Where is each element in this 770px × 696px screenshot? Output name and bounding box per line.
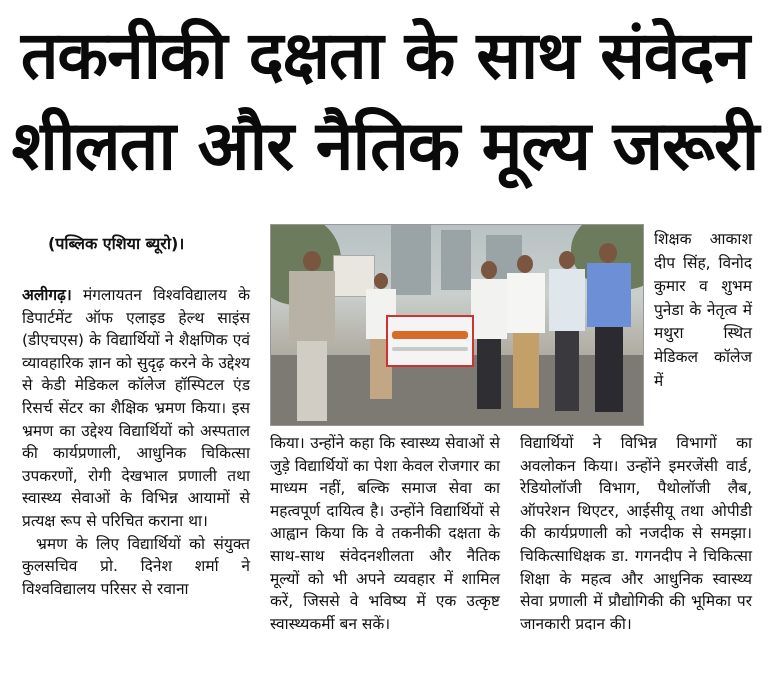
headline-line-2: शीलता और नैतिक मूल्य जरूरी — [11, 107, 759, 186]
paragraph-2: भ्रमण के लिए विद्यार्थियों को संयुक्त कुलसचिव प्रो. दिनेश शर्मा ने विश्वविद्यालय परिसर से रवाना — [22, 534, 250, 598]
paragraph-1 — [22, 284, 250, 533]
article-column-3-top: शिक्षक आकाश दीप सिंह, विनोद कुमार व शुभम पुनेडा के नेतृत्व में मथुरा स्थित मेडिकल कॉलेज में — [654, 230, 752, 390]
byline: (पब्लिक एशिया ब्यूरो)। — [48, 234, 185, 253]
headline-line-1: तकनीकी दक्षता के साथ संवेदन — [20, 17, 750, 94]
news-photo — [270, 224, 644, 426]
article-column-2: किया। उन्होंने कहा कि स्वास्थ्य सेवाओं से जुड़े विद्यार्थियों का पेशा केवल रोजगार का माध्यम नहीं, बल्कि समाज सेवा का महत्वपूर्ण दायित्व है। उन्होंने विद्यार्थियों से आह्वान किया कि वे तकनीकी दक्षता के साथ-साथ संवेदनशीलता और नैतिक मूल्यों को भी अपने व्यवहार में शामिल करें, जिससे वे भविष्य में एक उत्कृष्ट स्वास्थ्यकर्मी बन सकें। — [270, 434, 500, 633]
paragraph-1-text: मंगलायतन विश्वविद्यालय के डिपार्टमेंट ऑफ एलाइड हेल्थ साइंस (डीएचएस) के विद्यार्थियों ने शैक्षणिक एवं व्यावहारिक ज्ञान को सुदृढ़ करने के उद्देश्य से केडी मेडिकल कॉलेज हॉस्पिटल एंड रिसर्च सेंटर का शैक्षिक भ्रमण किया। इस भ्रमण का उद्देश्य विद्यार्थियों को अस्पताल की कार्यप्रणाली, आधुनिक चिकित्सा उपकरणों, रोगी देखभाल प्रणाली तथा स्वास्थ्य सेवाओं के विभिन्न आयामों से प्रत्यक्ष रूप से परिचित कराना था। — [22, 286, 250, 530]
dateline-place: अलीगढ़। — [22, 286, 72, 304]
article-column-1 — [22, 284, 250, 600]
banner-sign — [386, 315, 474, 367]
article-column-3: विद्यार्थियों ने विभिन्न विभागों का अवलोकन किया। उन्होंने इमरजेंसी वार्ड, रेडियोलॉजी विभाग, पैथोलॉजी लैब, ऑपरेशन थिएटर, आईसीयू तथा ओपीडी की कार्यप्रणाली को नजदीक से समझा। चिकित्साधिक्षक डा. गगनदीप ने चिकित्सा शिक्षा के महत्व और आधुनिक स्वास्थ्य सेवा प्रणाली में प्रौद्योगिकी की भूमिका पर जानकारी प्रदान की। — [520, 434, 752, 633]
